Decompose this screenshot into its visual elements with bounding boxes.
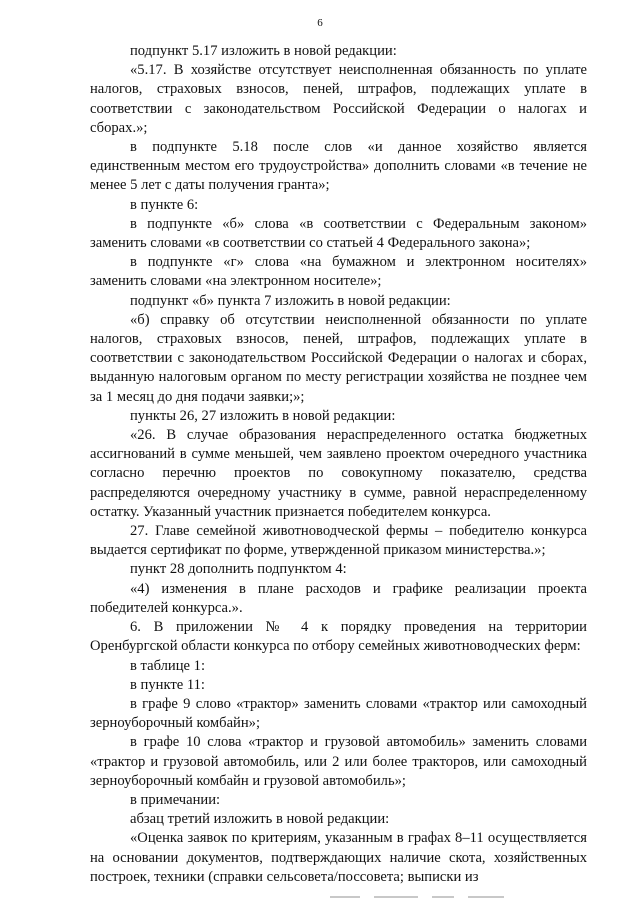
paragraph: «4) изменения в плане расходов и графике реализации проекта победителей конкурса.». (90, 580, 587, 616)
paragraph: в пункте 6: (130, 196, 199, 213)
paragraph: в подпункте «б» слова «в соответствии с Федеральным законом» заменить словами «в соответствии со статьей 4 Федерального закона»; (90, 215, 587, 252)
paragraph: пункты 26, 27 изложить в новой редакции: (130, 407, 396, 424)
paragraph: абзац третий изложить в новой редакции: (130, 811, 390, 828)
paragraph: «26. В случае образования нераспределенного остатка бюджетных ассигнований в сумме меньшей, чем заявлено проектом очередного участника согласно перечню проектов по совокупному показателю, средства распределяются очередному участнику в сумме, равной нераспределенному остатку. Указанный участник признается победителем конкурса. (90, 427, 587, 520)
paragraph: 27. Главе семейной животноводческой фермы – победителю конкурса выдается сертификат по форме, утвержденной приказом министерства.»; (90, 523, 587, 559)
paragraph: 6. В приложении № 4 к порядку проведения на территории Оренбургской области конкурса по отбору семейных животноводческих ферм: (90, 619, 587, 655)
paragraph: в графе 9 слово «трактор» заменить словами «трактор или самоходный зерноуборочный комбайн»; (90, 695, 587, 732)
paragraph: в таблице 1: (130, 657, 206, 674)
paragraph: подпункт «б» пункта 7 изложить в новой редакции: (130, 292, 451, 309)
paragraph: в графе 10 слова «трактор и грузовой автомобиль» заменить словами «трактор и грузовой автомобиль, или 2 или более тракторов, или самоходный зерноуборочный комбайн и грузовой автомобиль»; (90, 734, 587, 789)
page-number: 6 (317, 17, 323, 29)
paragraph: «5.17. В хозяйстве отсутствует неисполненная обязанность по уплате налогов, страховых взносов, пеней, штрафов, подлежащих уплате в соответствии с законодательством Российской Федерации о налогах и сборах.»; (90, 62, 587, 136)
paragraph: в примечании: (130, 791, 221, 808)
paragraph: пункт 28 дополнить подпунктом 4: (130, 561, 347, 578)
paragraph: «Оценка заявок по критериям, указанным в графах 8–11 осуществляется на основании документов, подтверждающих наличие скота, хозяйственных построек, техники (справки сельсовета/поссовета; выписки из (90, 830, 587, 885)
paragraph: в пункте 11: (130, 676, 205, 693)
paragraph: подпункт 5.17 изложить в новой редакции: (130, 43, 397, 59)
paragraph: в подпункте 5.18 после слов «и данное хозяйство является единственным местом его трудоустройства» дополнить словами «в течение не менее 5 лет с даты получения гранта»; (90, 139, 587, 194)
document-body (90, 42, 587, 887)
paragraph: в подпункте «г» слова «на бумажном и электронном носителях» заменить словами «на электронном носителе»; (90, 254, 587, 290)
footer-scan-artifact (330, 896, 630, 900)
paragraph: «б) справку об отсутствии неисполненной обязанности по уплате налогов, страховых взносов, пеней, штрафов, подлежащих уплате в соответствии с законодательством Российской Федерации о налогах и сборах, выданную налоговым органом по месту регистрации хозяйства не позднее чем за 1 месяц до дня подачи заявки;»; (90, 311, 587, 405)
